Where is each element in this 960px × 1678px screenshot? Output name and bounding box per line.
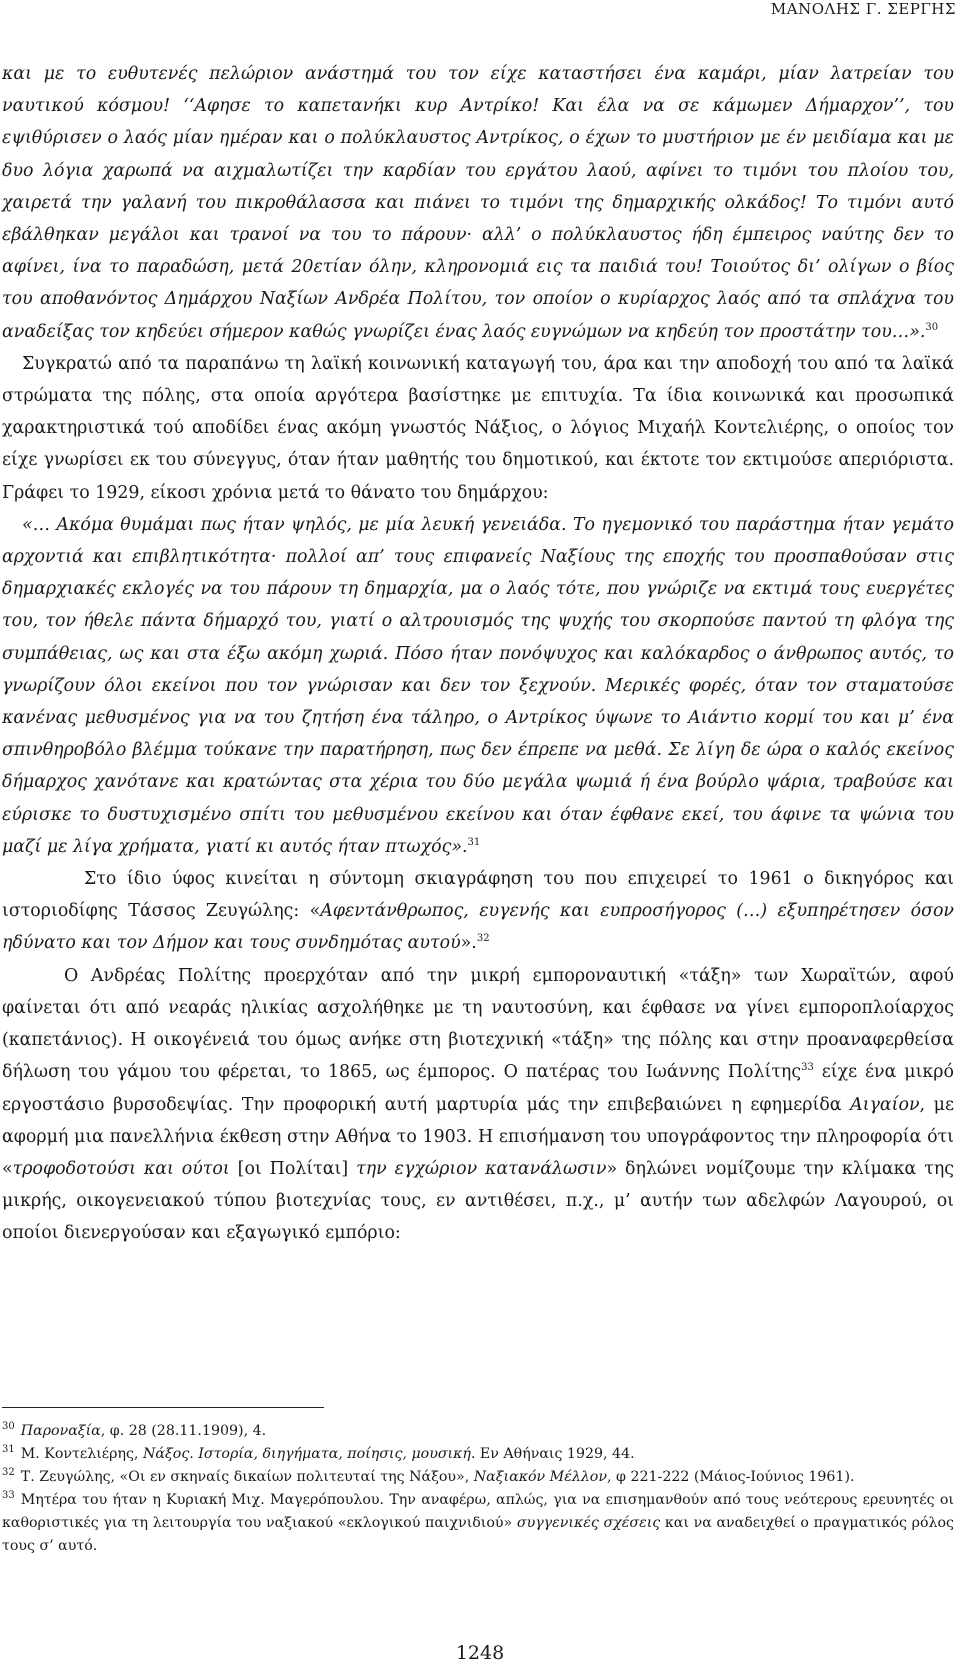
footnote: [2, 1420, 954, 1443]
block-quote: [2, 509, 954, 863]
footnote-number: 32: [2, 1467, 15, 1479]
footnote-text: Παροναξία: [20, 1423, 101, 1439]
footnote-text: Μ. Κοντελιέρης,: [20, 1446, 143, 1462]
paragraph-quote-continuation: [2, 58, 954, 348]
footnote-text: Τ. Ζευγώλης, «Οι εν σκηναίς δικαίων πολιτευταί της Νάξου»,: [20, 1469, 474, 1485]
footnote: [2, 1489, 954, 1558]
footnote: [2, 1466, 954, 1489]
footnote-text: συγγενικές σχέσεις: [516, 1515, 661, 1531]
footnote-number: 30: [2, 1421, 15, 1433]
footnotes: [2, 1420, 954, 1558]
footnote-text: Ναξιακόν Μέλλον: [473, 1469, 607, 1485]
footnote-text: Νάξος. Ιστορία, διηγήματα, ποίησις, μουσική: [142, 1446, 471, 1462]
footnote-ref[interactable]: 30: [925, 321, 939, 333]
footnote-ref[interactable]: 32: [476, 933, 490, 945]
footnote-ref[interactable]: 33: [801, 1062, 814, 1074]
paragraph: Ο Ανδρέας Πολίτης προερχόταν από την μικρή εμποροναυτική «τάξη» των Χωραϊτών, αφού φαίνεται ότι από νεαράς ηλικίας ασχολήθηκε με τη ναυτοσύνη, και έφθασε να γίνει εμποροπλοίαρχος (καπετάνιος). Η οικογένειά του όμως ανήκε στη βιοτεχνική «τάξη» της πόλης και στην προαναφερθείσα δήλωση του γάμου του φέρεται, το 1865, ως έμπορος. Ο πατέρας του Ιωάννης Πολίτης$^{33}$ είχε ένα μικρό εργοστάσιο βυρσοδεψίας. Την προφορική αυτή μαρτυρία μάς την επιβεβαιώνει η εφημερίδα Αιγαίον, με αφορμή μια πανελλήνια έκθεση στην Αθήνα το 1903. Η επισήμανση του υπογράφοντος την πληροφορία ότι «τροφοδοτούσι και ούτοι [οι Πολίται] την εγχώριον κατανάλωσιν» δηλώνει νομίζουμε την κλίμακα της μικρής, οικογενειακού τύπου βιοτεχνίας τους, εν αντιθέσει, π.χ., μ’ αυτήν των αδελφών Λαγουρού, οι οποίοι διενεργούσαν και εξαγωγικό εμπόριο:: [2, 965, 955, 1244]
footnote-number: 31: [2, 1444, 15, 1456]
footnote-text: , φ 221-222 (Μάιος-Ιούνιος 1961).: [606, 1469, 855, 1485]
footnote-number: 33: [2, 1490, 15, 1502]
paragraph-text: και με το ευθυτενές πελώριον ανάστημά του τον είχε καταστήσει ένα καμάρι, μίαν λατρείαν του ναυτικού κόσμου! ‘‘Αφησε το καπετανήκι κυρ Αντρίκο! Και έλα να σε κάμωμεν Δήμαρχον’’, του εψιθύρισεν ο λαός μίαν ημέραν και ο πολύκλαυστος Αντρίκος, ο έχων το μυστήριον με έν μειδίαμα και με δυο λόγια χαρωπά να αιχμαλωτίζει την καρδίαν του εργάτου λαού, αφίνει το τιμόνι του πλοίου του, χαιρετά την γαλανή του πικροθάλασσα και πιάνει το τιμόνι της δημαρχικής ολκάδος! Το τιμόνι αυτό εβάλθηκαν μεγάλοι και τρανοί να του το πάρουν· αλλ’ ο πολύκλαυστος ήδη έμπειρος ναύτης δεν το αφίνει, ίνα το παραδώση, μετά 20ετίαν όλην, κληρονομιά εις τα παιδιά του! Τοιούτος δι’ ολίγων ο βίος του αποθανόντος Δημάρχου Ναξίων Ανδρέα Πολίτου, τον οποίον ο κυρίαρχος λαός από τα σπλάχνα του αναδείξας τον κηδεύει σήμερον καθώς γνωρίζει ένας λαός ευγνώμων να κηδεύη τον προστάτην του…».: [2, 64, 954, 342]
running-header-author: ΜΑΝΟΛΗΣ Γ. ΣΕΡΓΗΣ: [770, 0, 956, 18]
footnote: [2, 1443, 954, 1466]
footnote-separator: [2, 1407, 324, 1408]
footnote-text: Μητέρα του ήταν η Κυριακή Μιχ. Μαγερόπουλου. Την αναφέρω, απλώς, για να επισημανθούν από τους νεότερους ερευνητές οι καθοριστικές για τη λειτουργία του ναξιακού «εκλογικού παιχνιδιού»: [2, 1492, 954, 1531]
footnote-text: . Εν Αθήναις 1929, 44.: [470, 1446, 635, 1462]
footnote-ref[interactable]: 31: [467, 837, 481, 849]
footnote-text: , φ. 28 (28.11.1909), 4.: [100, 1423, 267, 1439]
page-number: 1248: [455, 1642, 505, 1664]
footnote-text: και να αναδειχθεί ο πραγματικός ρόλος τους σ’ αυτό.: [2, 1515, 954, 1554]
main-text: [2, 58, 954, 1250]
paragraph-text: «… Ακόμα θυμάμαι πως ήταν ψηλός, με μία λευκή γενειάδα. Το ηγεμονικό του παράστημα ήταν γεμάτο αρχοντιά και επιβλητικότητα· πολλοί απ’ τους επιφανείς Ναξίους της εποχής του προσπαθούσαν στις δημαρχιακές εκλογές να του πάρουν τη δημαρχία, μα ο λαός τότε, που γνώριζε να εκτιμά τους ευεργέτες του, τον ήθελε πάντα δήμαρχό του, γιατί ο αλτρουισμός της ψυχής του σκορπούσε παντού τη φλόγα της συμπάθειας, ως και στα έξω ακόμη χωριά. Πόσο ήταν πονόψυχος και καλόκαρδος ο άνθρωπος αυτός, το γνωρίζουν όλοι εκείνοι που τον γνώρισαν και δεν τον ξεχνούν. Μερικές φορές, όταν τον σταματούσε κανένας μεθυσμένος για να του ζητήση ένα τάληρο, ο Αντρίκος ύψωνε το Αιάντιο κορμί του και μ’ ένα σπινθηροβόλο βλέμμα τούκανε την παρατήρηση, πως δεν έπρεπε να μεθά. Σε λίγη δε ώρα ο καλός εκείνος δήμαρχος χανότανε και κρατώντας στα χέρια του δύο μεγάλα ψωμιά ή ένα βούρλο ψάρια, τραβούσε και εύρισκε το δυστυχισμένο σπίτι του μεθυσμένου εκείνου και όταν έφθανε εκεί, του άφινε τα ψώνια του μαζί με λίγα χρήματα, γιατί κι αυτός ήταν πτωχός».: [2, 514, 954, 857]
paragraph: Στο ίδιο ύφος κινείται η σύντομη σκιαγράφηση του που επιχειρεί το 1961 ο δικηγόρος και ιστοριοδίφης Τάσσος Ζευγώλης: «Αφεντάνθρωπος, ευγενής και ευπροσήγορος (…) εξυπηρέτησεν όσον ηδύνατο και τον Δήμον και τους συνδημότας αυτού».$^{32}$: [2, 869, 954, 954]
paragraph: Συγκρατώ από τα παραπάνω τη λαϊκή κοινωνική καταγωγή του, άρα και την αποδοχή του από τα λαϊκά στρώματα της πόλης, στα οποία αργότερα βασίστηκε με επιτυχία. Τα ίδια κοινωνικά και προσωπικά χαρακτηριστικά τού αποδίδει ένας ακόμη γνωστός Νάξιος, ο λόγιος Μιχαήλ Κοντελιέρης, ο οποίος τον είχε γνωρίσει εκ του σύνεγγυς, όταν ήταν μαθητής του δημοτικού, και έκτοτε τον εκτιμούσε απεριόριστα. Γράφει το 1929, είκοσι χρόνια μετά το θάνατο του δημάρχου:: [2, 353, 954, 503]
